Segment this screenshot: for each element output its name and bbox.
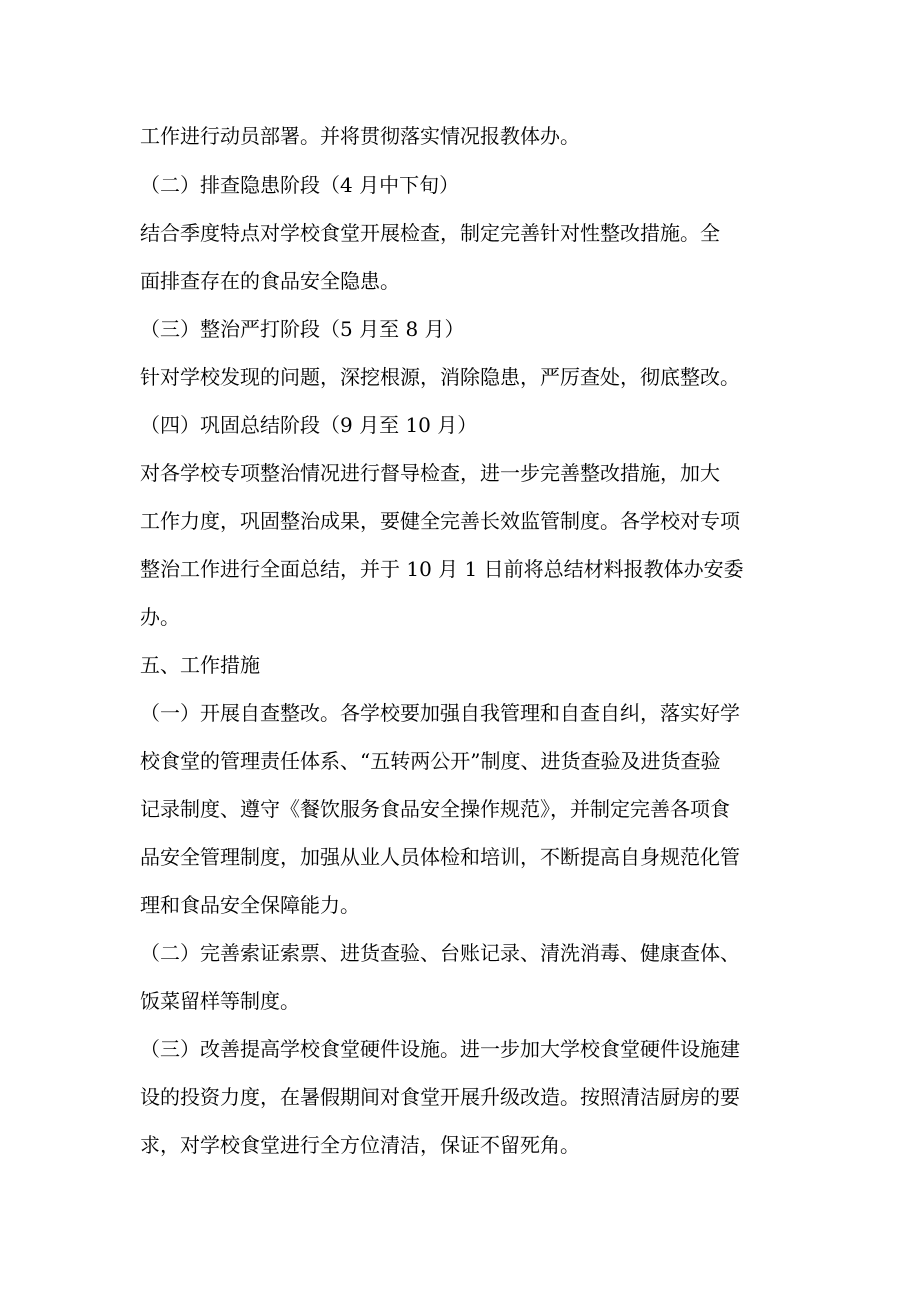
text-line: （一）开展自查整改。各学校要加强自我管理和自查自纠，落实好学 (140, 701, 740, 725)
text-line: 饭菜留样等制度。 (140, 989, 300, 1013)
text-line: 理和食品安全保障能力。 (140, 893, 360, 917)
text-line: 校食堂的管理责任体系、“五转两公开”制度、进货查验及进货查验 (140, 749, 721, 773)
section-heading: （二）排查隐患阶段（4 月中下旬） (140, 173, 460, 197)
text-line: 记录制度、遵守《餐饮服务食品安全操作规范》，并制定完善各项食 (140, 797, 730, 821)
section-heading: （三）整治严打阶段（5 月至 8 月） (140, 317, 465, 341)
section-heading: （四）巩固总结阶段（9 月至 10 月） (140, 413, 478, 437)
text-line: 工作力度，巩固整治成果，要健全完善长效监管制度。各学校对专项 (140, 509, 740, 533)
text-line: 结合季度特点对学校食堂开展检查，制定完善针对性整改措施。全 (140, 221, 720, 245)
text-line: （二）完善索证索票、进货查验、台账记录、清洗消毒、健康查体、 (140, 941, 740, 965)
text-line: 设的投资力度，在暑假期间对食堂开展升级改造。按照清洁厨房的要 (140, 1085, 740, 1109)
text-line: 面排查存在的食品安全隐患。 (140, 269, 400, 293)
section-title: 五、工作措施 (140, 653, 260, 677)
text-line: 对各学校专项整治情况进行督导检查，进一步完善整改措施，加大 (140, 461, 720, 485)
text-line: 工作进行动员部署。并将贯彻落实情况报教体办。 (140, 124, 580, 148)
text-line: （三）改善提高学校食堂硬件设施。进一步加大学校食堂硬件设施建 (140, 1037, 740, 1061)
text-line: 求，对学校食堂进行全方位清洁，保证不留死角。 (140, 1133, 580, 1157)
text-line: 办。 (140, 605, 180, 629)
text-line: 针对学校发现的问题，深挖根源，消除隐患，严厉查处，彻底整改。 (140, 365, 740, 389)
text-line: 整治工作进行全面总结，并于 10 月 1 日前将总结材料报教体办安委 (140, 557, 744, 581)
text-line: 品安全管理制度，加强从业人员体检和培训，不断提高自身规范化管 (140, 845, 740, 869)
